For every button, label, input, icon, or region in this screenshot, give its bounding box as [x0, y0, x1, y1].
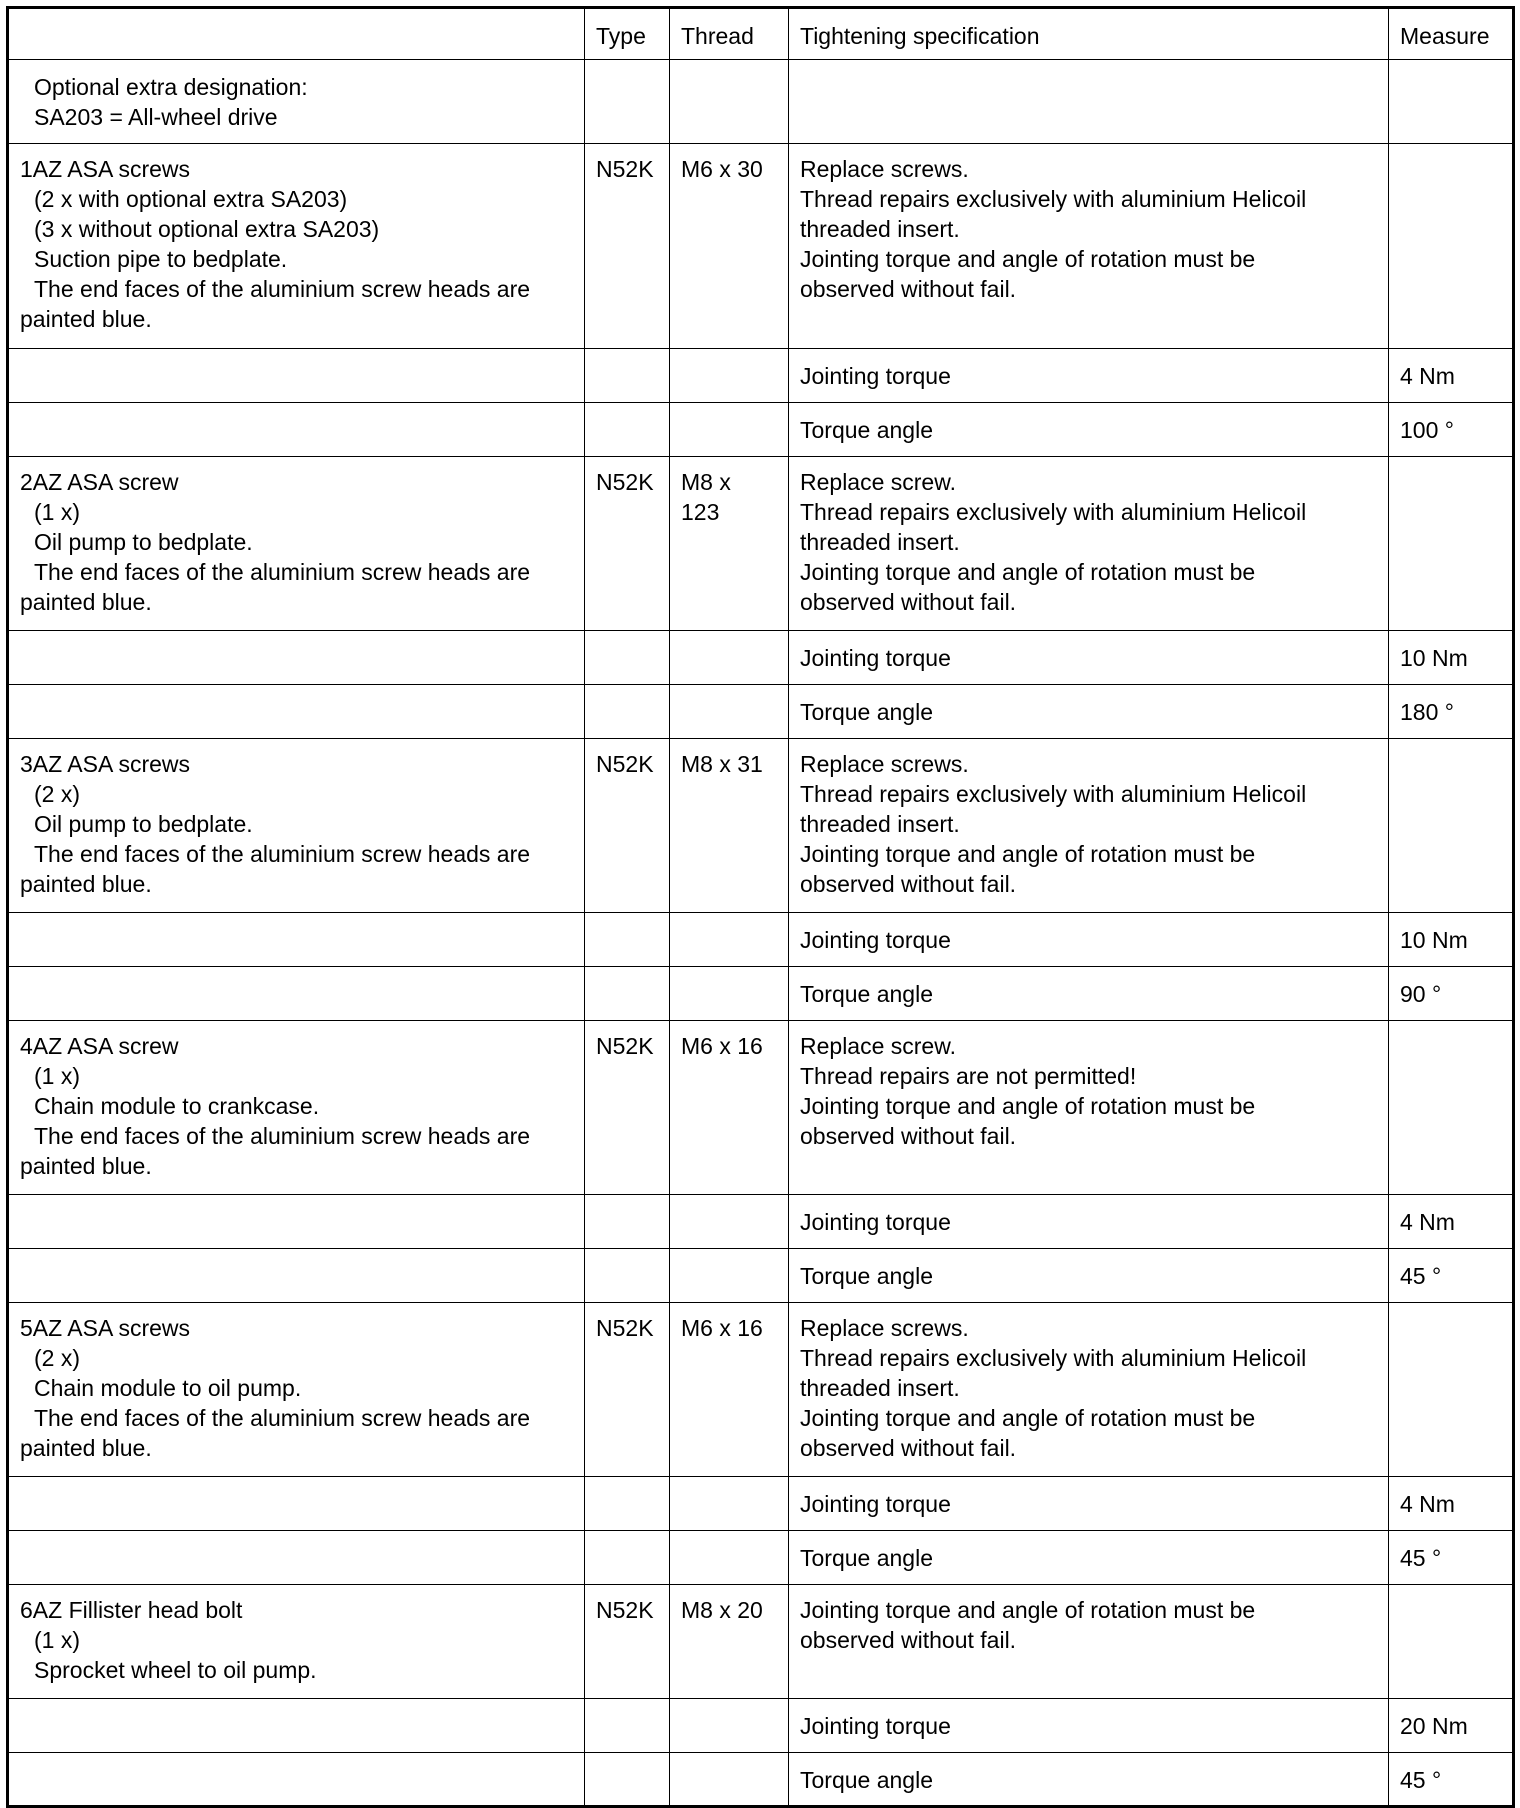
- item-row: [8, 144, 1514, 349]
- empty-cell: [8, 1249, 585, 1303]
- empty-cell: [585, 1753, 670, 1807]
- item-spec: [789, 1585, 1389, 1699]
- jointing-torque-value: 10 Nm: [1389, 631, 1514, 685]
- empty-cell: [1389, 60, 1514, 144]
- item-spec: [789, 457, 1389, 631]
- item-type: N52K: [585, 1585, 670, 1699]
- jointing-row: [8, 349, 1514, 403]
- empty-cell: [8, 1531, 585, 1585]
- angle-row: [8, 967, 1514, 1021]
- empty-cell: [585, 685, 670, 739]
- header-type: Type: [585, 8, 670, 60]
- empty-cell: [8, 967, 585, 1021]
- thread-line2: 123: [681, 499, 720, 525]
- jointing-torque-value: 4 Nm: [1389, 349, 1514, 403]
- item-quantity: (1 x): [34, 1063, 80, 1089]
- item-location: Suction pipe to bedplate.: [34, 246, 288, 272]
- empty-cell: [670, 631, 789, 685]
- item-quantity: (2 x with optional extra SA203): [34, 186, 348, 212]
- item-quantity: (2 x): [34, 1345, 80, 1371]
- item-spec: [789, 144, 1389, 349]
- empty-cell: [585, 967, 670, 1021]
- item-note-cont: painted blue.: [20, 1153, 152, 1179]
- empty-cell: [585, 1531, 670, 1585]
- item-type: N52K: [585, 739, 670, 913]
- angle-row: [8, 1753, 1514, 1807]
- torque-angle-value: 100 °: [1389, 403, 1514, 457]
- jointing-torque-label: Jointing torque: [789, 1195, 1389, 1249]
- torque-angle-label: Torque angle: [789, 685, 1389, 739]
- jointing-torque-label: Jointing torque: [789, 1477, 1389, 1531]
- jointing-row: [8, 1477, 1514, 1531]
- item-measure-empty: [1389, 457, 1514, 631]
- optional-extra-line1: Optional extra designation:: [34, 74, 308, 100]
- item-description: [8, 457, 585, 631]
- torque-angle-label: Torque angle: [789, 1753, 1389, 1807]
- torque-angle-label: Torque angle: [789, 1531, 1389, 1585]
- spec-line: Replace screw.: [800, 469, 956, 495]
- empty-cell: [8, 1699, 585, 1753]
- empty-cell: [670, 1699, 789, 1753]
- empty-cell: [670, 1477, 789, 1531]
- item-description: [8, 1303, 585, 1477]
- table-body: [8, 8, 1514, 1807]
- angle-row: [8, 403, 1514, 457]
- jointing-row: [8, 913, 1514, 967]
- spec-line: Replace screws.: [800, 1315, 969, 1341]
- item-thread: [670, 144, 789, 349]
- header-description: [8, 8, 585, 60]
- item-description: [8, 1021, 585, 1195]
- empty-cell: [8, 685, 585, 739]
- item-type: N52K: [585, 144, 670, 349]
- spec-line: Thread repairs exclusively with aluminium Helicoil: [800, 1345, 1307, 1371]
- item-measure-empty: [1389, 1585, 1514, 1699]
- empty-cell: [670, 685, 789, 739]
- item-row: [8, 457, 1514, 631]
- spec-line: observed without fail.: [800, 871, 1017, 897]
- torque-angle-value: 45 °: [1389, 1249, 1514, 1303]
- spec-line: threaded insert.: [800, 1375, 960, 1401]
- item-title: 6AZ Fillister head bolt: [20, 1597, 243, 1623]
- empty-cell: [670, 1753, 789, 1807]
- jointing-torque-label: Jointing torque: [789, 349, 1389, 403]
- thread-line1: M8 x 20: [681, 1597, 763, 1623]
- empty-cell: [585, 631, 670, 685]
- empty-cell: [585, 60, 670, 144]
- empty-cell: [585, 1249, 670, 1303]
- item-title: 3AZ ASA screws: [20, 751, 191, 777]
- item-title: 1AZ ASA screws: [20, 156, 191, 182]
- empty-cell: [585, 403, 670, 457]
- jointing-row: [8, 631, 1514, 685]
- spec-line: Replace screw.: [800, 1033, 956, 1059]
- item-title: 2AZ ASA screw: [20, 469, 179, 495]
- item-thread: [670, 1021, 789, 1195]
- torque-angle-value: 90 °: [1389, 967, 1514, 1021]
- empty-cell: [8, 349, 585, 403]
- torque-angle-label: Torque angle: [789, 967, 1389, 1021]
- item-quantity: (2 x): [34, 781, 80, 807]
- item-quantity: (3 x without optional extra SA203): [34, 216, 380, 242]
- spec-line: observed without fail.: [800, 1435, 1017, 1461]
- jointing-torque-value: 4 Nm: [1389, 1477, 1514, 1531]
- optional-extra-row: [8, 60, 1514, 144]
- header-spec: Tightening specification: [789, 8, 1389, 60]
- item-quantity: (1 x): [34, 1627, 80, 1653]
- item-measure-empty: [1389, 739, 1514, 913]
- empty-cell: [585, 913, 670, 967]
- angle-row: [8, 1249, 1514, 1303]
- jointing-torque-value: 20 Nm: [1389, 1699, 1514, 1753]
- item-type: N52K: [585, 1021, 670, 1195]
- empty-cell: [8, 1195, 585, 1249]
- item-note-cont: painted blue.: [20, 589, 152, 615]
- spec-line: Jointing torque and angle of rotation must be: [800, 841, 1256, 867]
- empty-cell: [670, 1249, 789, 1303]
- empty-cell: [670, 403, 789, 457]
- empty-cell: [789, 60, 1389, 144]
- jointing-torque-label: Jointing torque: [789, 913, 1389, 967]
- item-note-cont: painted blue.: [20, 1435, 152, 1461]
- item-thread: [670, 739, 789, 913]
- spec-line: Jointing torque and angle of rotation must be: [800, 1597, 1256, 1623]
- spec-line: Replace screws.: [800, 156, 969, 182]
- item-measure-empty: [1389, 1303, 1514, 1477]
- empty-cell: [8, 1753, 585, 1807]
- jointing-torque-label: Jointing torque: [789, 1699, 1389, 1753]
- item-note: The end faces of the aluminium screw heads are: [34, 276, 531, 302]
- header-thread: Thread: [670, 8, 789, 60]
- item-note: The end faces of the aluminium screw heads are: [34, 841, 531, 867]
- item-note: The end faces of the aluminium screw heads are: [34, 559, 531, 585]
- empty-cell: [8, 631, 585, 685]
- item-row: [8, 1585, 1514, 1699]
- spec-line: observed without fail.: [800, 276, 1017, 302]
- item-location: Oil pump to bedplate.: [34, 811, 253, 837]
- thread-line1: M6 x 30: [681, 156, 763, 182]
- item-location: Oil pump to bedplate.: [34, 529, 253, 555]
- jointing-torque-label: Jointing torque: [789, 631, 1389, 685]
- item-quantity: (1 x): [34, 499, 80, 525]
- spec-line: Thread repairs exclusively with aluminium Helicoil: [800, 499, 1307, 525]
- spec-line: Jointing torque and angle of rotation must be: [800, 246, 1256, 272]
- item-title: 5AZ ASA screws: [20, 1315, 191, 1341]
- torque-angle-label: Torque angle: [789, 403, 1389, 457]
- thread-line1: M8 x: [681, 469, 731, 495]
- empty-cell: [670, 913, 789, 967]
- spec-line: threaded insert.: [800, 216, 960, 242]
- item-row: [8, 1021, 1514, 1195]
- item-row: [8, 1303, 1514, 1477]
- spec-line: observed without fail.: [800, 589, 1017, 615]
- spec-line: Jointing torque and angle of rotation must be: [800, 1405, 1256, 1431]
- item-note-cont: painted blue.: [20, 871, 152, 897]
- tightening-spec-table: [6, 6, 1515, 1808]
- optional-extra-cell: [8, 60, 585, 144]
- item-note-cont: painted blue.: [20, 306, 152, 332]
- empty-cell: [585, 1477, 670, 1531]
- item-spec: [789, 1021, 1389, 1195]
- item-thread: [670, 1585, 789, 1699]
- item-description: [8, 1585, 585, 1699]
- item-note: The end faces of the aluminium screw heads are: [34, 1405, 531, 1431]
- item-type: N52K: [585, 457, 670, 631]
- spec-line: threaded insert.: [800, 811, 960, 837]
- jointing-row: [8, 1699, 1514, 1753]
- spec-line: Jointing torque and angle of rotation must be: [800, 559, 1256, 585]
- item-thread: [670, 457, 789, 631]
- item-location: Chain module to oil pump.: [34, 1375, 302, 1401]
- header-measure: Measure: [1389, 8, 1514, 60]
- item-measure-empty: [1389, 144, 1514, 349]
- torque-angle-label: Torque angle: [789, 1249, 1389, 1303]
- item-location: Sprocket wheel to oil pump.: [34, 1657, 317, 1683]
- spec-line: Thread repairs exclusively with aluminium Helicoil: [800, 781, 1307, 807]
- empty-cell: [670, 349, 789, 403]
- item-location: Chain module to crankcase.: [34, 1093, 320, 1119]
- torque-angle-value: 180 °: [1389, 685, 1514, 739]
- item-title: 4AZ ASA screw: [20, 1033, 179, 1059]
- item-measure-empty: [1389, 1021, 1514, 1195]
- item-note: The end faces of the aluminium screw heads are: [34, 1123, 531, 1149]
- empty-cell: [670, 967, 789, 1021]
- spec-line: Thread repairs are not permitted!: [800, 1063, 1137, 1089]
- thread-line1: M6 x 16: [681, 1315, 763, 1341]
- item-spec: [789, 739, 1389, 913]
- empty-cell: [670, 1531, 789, 1585]
- item-type: N52K: [585, 1303, 670, 1477]
- empty-cell: [585, 1699, 670, 1753]
- spec-line: observed without fail.: [800, 1123, 1017, 1149]
- empty-cell: [585, 349, 670, 403]
- torque-angle-value: 45 °: [1389, 1753, 1514, 1807]
- thread-line1: M8 x 31: [681, 751, 763, 777]
- empty-cell: [8, 1477, 585, 1531]
- spec-line: Replace screws.: [800, 751, 969, 777]
- empty-cell: [585, 1195, 670, 1249]
- header-row: [8, 8, 1514, 60]
- item-thread: [670, 1303, 789, 1477]
- jointing-torque-value: 4 Nm: [1389, 1195, 1514, 1249]
- optional-extra-line2: SA203 = All-wheel drive: [34, 104, 278, 130]
- spec-line: Jointing torque and angle of rotation must be: [800, 1093, 1256, 1119]
- spec-line: Thread repairs exclusively with aluminium Helicoil: [800, 186, 1307, 212]
- item-description: [8, 144, 585, 349]
- spec-line: threaded insert.: [800, 529, 960, 555]
- spec-line: observed without fail.: [800, 1627, 1017, 1653]
- jointing-row: [8, 1195, 1514, 1249]
- item-row: [8, 739, 1514, 913]
- jointing-torque-value: 10 Nm: [1389, 913, 1514, 967]
- angle-row: [8, 1531, 1514, 1585]
- angle-row: [8, 685, 1514, 739]
- empty-cell: [670, 1195, 789, 1249]
- empty-cell: [670, 60, 789, 144]
- empty-cell: [8, 403, 585, 457]
- item-description: [8, 739, 585, 913]
- thread-line1: M6 x 16: [681, 1033, 763, 1059]
- torque-angle-value: 45 °: [1389, 1531, 1514, 1585]
- empty-cell: [8, 913, 585, 967]
- item-spec: [789, 1303, 1389, 1477]
